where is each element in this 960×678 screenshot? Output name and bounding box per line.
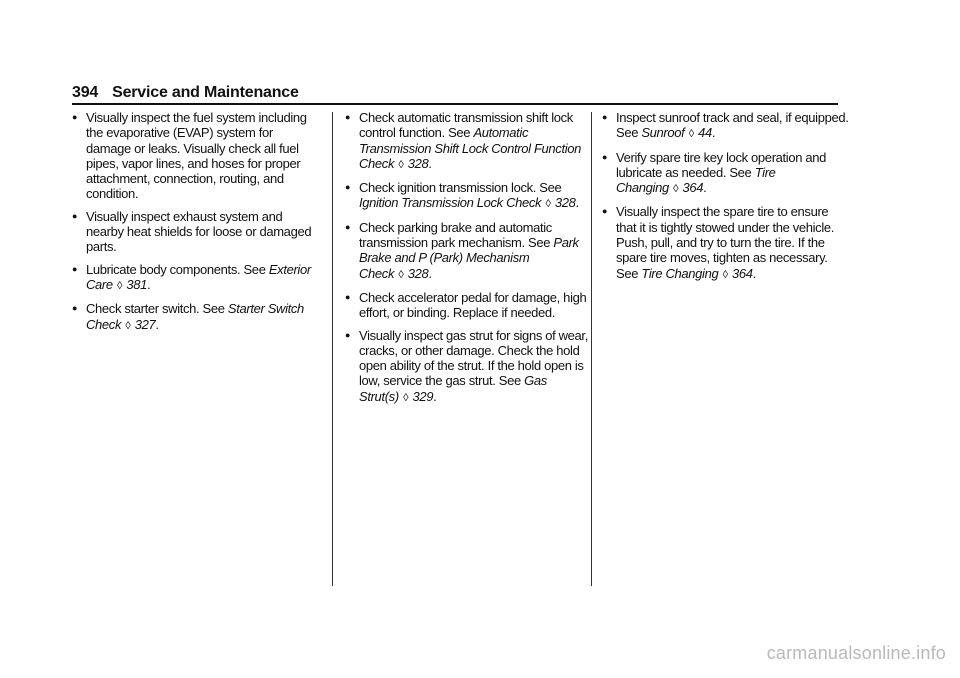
cross-reference-link[interactable]: Ignition Transmission Lock Check xyxy=(359,195,542,211)
item-text: Check starter switch. See xyxy=(86,301,228,317)
page-reference[interactable]: 381 xyxy=(126,276,148,292)
page-ref-icon: ◊ xyxy=(673,183,679,196)
cross-reference-link[interactable]: Tire Changing xyxy=(641,265,719,281)
item-text: Verify spare tire key lock operation and lubricate as needed. See xyxy=(616,149,827,180)
page-reference[interactable]: 329 xyxy=(412,388,434,404)
header-rule xyxy=(72,103,838,105)
page-ref-icon: ◊ xyxy=(398,158,404,171)
column-2 xyxy=(345,110,591,413)
list-item xyxy=(602,204,850,282)
page-ref-icon: ◊ xyxy=(398,268,404,281)
item-suffix: . xyxy=(155,316,159,332)
page-reference[interactable]: 328 xyxy=(554,195,576,211)
list-item xyxy=(72,110,320,202)
page-reference[interactable]: 44 xyxy=(698,125,712,141)
bullet-icon: ● xyxy=(345,329,351,340)
page-header xyxy=(72,84,838,104)
item-text: Visually inspect the spare tire to ensure that it is tightly stowed under the vehicle. Push, pull, and try to turn the tire. If the spare tire moves, tighten as necessary. See xyxy=(616,204,835,281)
page-ref-icon: ◊ xyxy=(117,279,123,292)
item-text: Check ignition transmission lock. See xyxy=(359,180,562,196)
item-suffix: . xyxy=(428,155,432,171)
page-reference[interactable]: 327 xyxy=(134,316,156,332)
bullet-icon: ● xyxy=(72,112,78,122)
bullet-icon: ● xyxy=(602,151,608,162)
cross-reference-link[interactable]: Exterior Care xyxy=(86,261,311,292)
list-item xyxy=(72,262,320,295)
bullet-icon: ● xyxy=(72,263,78,274)
list-item xyxy=(72,301,320,334)
section-title: Service and Maintenance xyxy=(112,84,299,101)
cross-reference-link[interactable]: Automatic Transmission Shift Lock Control Function Check xyxy=(359,125,582,171)
cross-reference-link[interactable]: Starter Switch Check xyxy=(86,301,304,332)
page-reference[interactable]: 328 xyxy=(407,155,429,171)
bullet-icon: ● xyxy=(345,112,351,122)
cross-reference-link[interactable]: Sunroof xyxy=(641,125,685,141)
item-text: Check parking brake and automatic transmission park mechanism. See xyxy=(359,219,554,251)
column-divider xyxy=(332,112,333,586)
item-text: Check accelerator pedal for damage, high effort, or binding. Replace if needed. xyxy=(359,289,587,321)
bullet-icon: ● xyxy=(345,291,351,302)
bullet-icon: ● xyxy=(602,206,608,217)
list-item xyxy=(72,209,320,255)
page-ref-icon: ◊ xyxy=(722,268,728,281)
bullet-icon: ● xyxy=(602,112,608,122)
list-item xyxy=(345,328,591,406)
page-ref-icon: ◊ xyxy=(403,391,409,404)
bullet-list xyxy=(345,110,591,406)
column-3 xyxy=(602,110,850,290)
column-1 xyxy=(72,110,320,341)
item-suffix: . xyxy=(703,180,707,196)
page-reference[interactable]: 364 xyxy=(731,265,753,281)
page-ref-icon: ◊ xyxy=(125,319,131,332)
list-item xyxy=(345,220,591,283)
bullet-icon: ● xyxy=(345,221,351,232)
item-suffix: . xyxy=(711,125,716,141)
list-item xyxy=(602,110,850,143)
item-text: Inspect sunroof track and seal, if equipped. See xyxy=(616,110,849,141)
item-suffix: . xyxy=(433,388,437,404)
bullet-list xyxy=(72,110,320,334)
list-item xyxy=(345,290,591,321)
cross-reference-link[interactable]: Gas Strut(s) xyxy=(359,373,547,404)
page-reference[interactable]: 364 xyxy=(682,180,704,196)
item-text: Visually inspect exhaust system and nearby heat shields for loose or damaged parts. xyxy=(86,208,312,255)
item-text: Visually inspect gas strut for signs of wear, cracks, or other damage. Check the hold open ability of the strut. If the hold open is low, service the gas strut. See xyxy=(359,327,588,389)
cross-reference-link[interactable]: Tire Changing xyxy=(616,164,776,196)
page-reference[interactable]: 328 xyxy=(407,265,429,281)
column-divider xyxy=(591,112,592,586)
cross-reference-link[interactable]: Park Brake and P (Park) Mechanism Check xyxy=(359,235,579,281)
bullet-icon: ● xyxy=(72,210,78,221)
bullet-icon: ● xyxy=(345,182,351,193)
list-item xyxy=(602,150,850,198)
item-text: Check automatic transmission shift lock control function. See xyxy=(359,110,573,141)
bullet-list xyxy=(602,110,850,283)
bullet-icon: ● xyxy=(72,303,78,314)
list-item xyxy=(345,110,591,173)
item-text: Visually inspect the fuel system including the evaporative (EVAP) system for damage or leaks. Visually check all fuel pipes, vapor lines, and hoses for proper attachment, connection, routing, and condition. xyxy=(86,110,307,202)
list-item xyxy=(345,180,591,213)
item-suffix: . xyxy=(575,195,579,211)
page-number: 394 xyxy=(72,84,99,101)
item-text: Lubricate body components. See xyxy=(86,261,269,277)
watermark: carmanualsonline.info xyxy=(766,643,946,663)
page-ref-icon: ◊ xyxy=(688,128,694,141)
item-suffix: . xyxy=(752,265,756,281)
page-ref-icon: ◊ xyxy=(545,198,551,211)
item-suffix: . xyxy=(147,276,151,292)
item-suffix: . xyxy=(428,265,432,281)
